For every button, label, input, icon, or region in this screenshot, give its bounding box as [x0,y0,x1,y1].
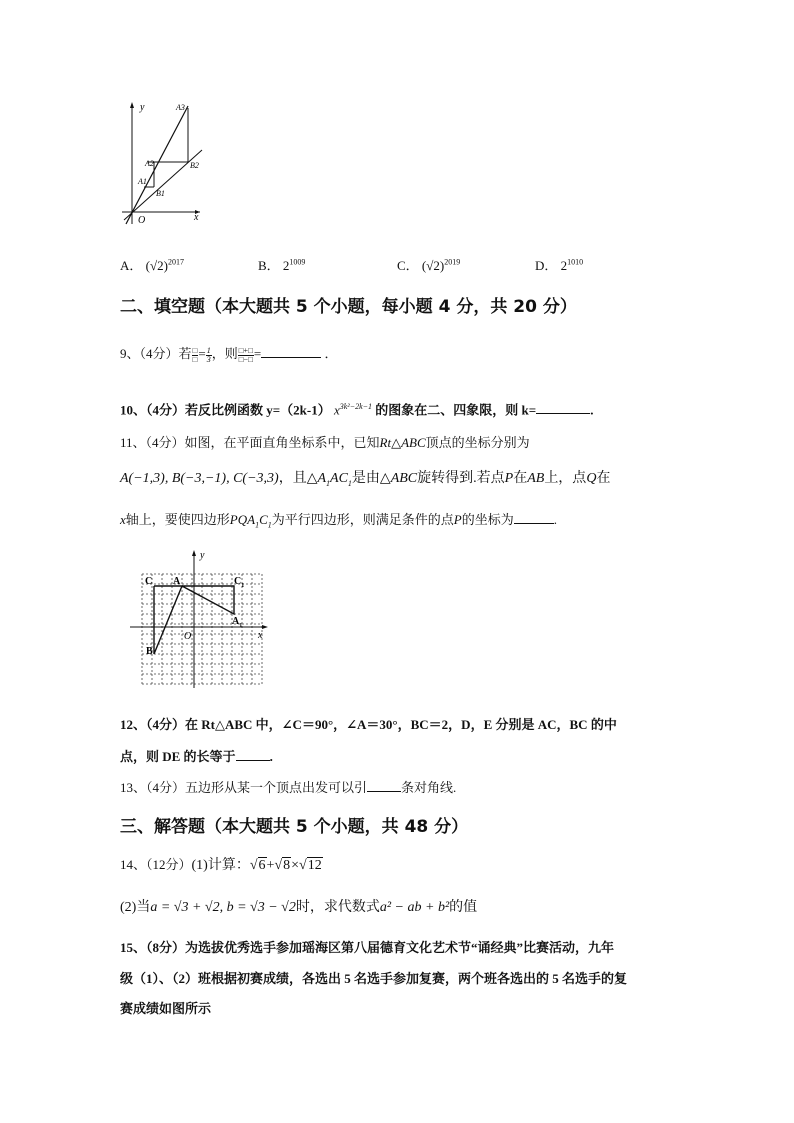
question-11-line2: A(−1,3), B(−3,−1), C(−3,3)，且$\triangle A_1AC_1$是由△ABC旋转得到.若点P在AB上，点Q在 [120,471,611,488]
option-d: D． $2^{1010}$ [535,257,584,273]
question-11-line3: x轴上，要使四边形$PQA_1C_1$为平行四边形，则满足条件的点P的坐标为 . [120,512,557,530]
x-axis-arrow [262,625,268,629]
label-a1: A1 [138,177,147,186]
label-x: x [258,630,263,641]
coordinate-grid-figure [128,548,274,690]
label-b2: B2 [190,161,199,170]
triangle-a1ac1 [182,586,234,614]
question-15-line3: 赛成绩如图所示 [120,1001,212,1016]
question-13: 13、（4分）五边形从某一个顶点出发可以引 条对角线. [120,780,457,795]
question-12-line2: 点，则 DE 的长等于 . [120,749,273,764]
question-14-part2: (2)当a = √3 + √2, b = √3 − √2时，求代数式a² − ab + b²的值 [120,900,478,915]
fraction-sum-diff: □+□ □−□ [238,345,253,364]
fraction-boxes: □ □ [192,345,198,364]
fraction-one-third: $\frac{1}{3}$ [206,345,211,364]
label-x: x [194,212,199,223]
spiral-figure [118,98,208,226]
y-axis-arrow [192,550,196,556]
y-axis-arrow [130,102,134,108]
option-c: C． $(√2)^{2019}$ [397,257,461,273]
question-14-part1: 14、（12分）(1)计算：√6+√8×√12 [120,857,322,873]
answer-blank-12 [236,748,270,761]
label-a3: A3 [176,103,185,112]
section-3-heading: 三、解答题（本大题共 5 个小题，共 48 分） [120,817,469,837]
question-15-line1: 15、（8分）为选拔优秀选手参加瑶海区第八届德育文化艺术节“诵经典”比赛活动，九年 [120,940,615,955]
label-b1: B1 [156,189,165,198]
option-b: B． $2^{1009}$ [258,257,306,273]
answer-blank-9 [261,345,321,358]
line-a [126,106,188,224]
answer-blank-11 [514,511,554,524]
label-a: A [173,576,181,587]
question-12-line1: 12、（4分）在 Rt△ABC 中，∠C＝90°，∠A＝30°，BC＝2，D，E 分别是 AC，BC 的中 [120,717,617,732]
answer-blank-10 [536,401,590,414]
dashed-grid [142,574,262,684]
question-10: 10、（4分）若反比例函数 y=（2k-1） $x^{3k^2-2k-1}$ 的图象在二、四象限，则 k= . [120,402,594,418]
label-a1: $A_1$ [232,616,243,629]
question-15-line2: 级（1）、（2）班根据初赛成绩，各选出 5 名选手参加复赛，两个班各选出的 5 名选手的复 [120,971,628,986]
label-o: O [184,631,192,642]
label-o: O [138,215,146,226]
label-c1: $C_1$ [234,576,245,589]
question-9: 9、（4分）若 □ □ = $\frac{1}{3}$ ，则 □+□ □−□ = ． [120,345,338,364]
section-2-heading: 二、填空题（本大题共 5 个小题，每小题 4 分，共 20 分） [120,297,577,317]
question-11-line1: 11、（4分）如图，在平面直角坐标系中，已知Rt△ABC顶点的坐标分别为 [120,435,530,450]
label-a2: A2 [145,159,154,168]
label-b: B [146,646,153,657]
label-y: y [200,550,205,561]
option-a: A． $(√2)^{2017}$ [120,257,184,273]
answer-blank-13 [367,779,401,792]
label-c: C [145,576,153,587]
label-y: y [140,102,145,113]
